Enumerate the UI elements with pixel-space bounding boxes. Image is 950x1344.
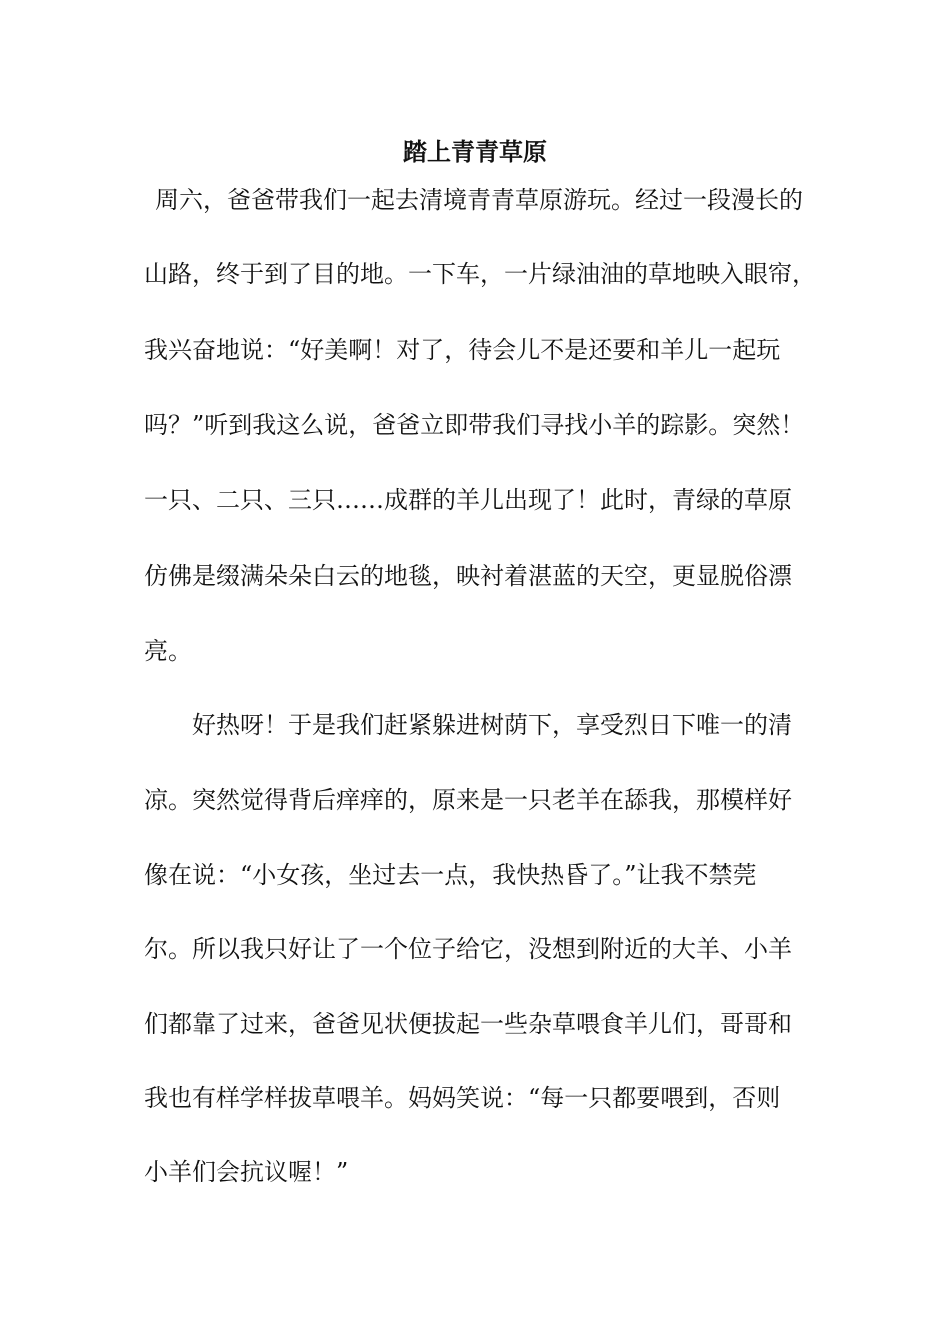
paragraph-2-line-5: 们都靠了过来，爸爸见状便拔起一些杂草喂食羊儿们，哥哥和 <box>144 1010 792 1038</box>
document-title: 踏上青青草原 <box>403 137 547 166</box>
paragraph-2-line-2: 凉。突然觉得背后痒痒的，原来是一只老羊在舔我，那模样好 <box>144 786 792 814</box>
paragraph-1-line-3: 我兴奋地说：“好美啊！对了，待会儿不是还要和羊儿一起玩 <box>144 336 781 364</box>
paragraph-2-line-1: 好热呀！于是我们赶紧躲进树荫下，享受烈日下唯一的清 <box>192 711 792 739</box>
paragraph-2-line-6: 我也有样学样拔草喂羊。妈妈笑说：“每一只都要喂到，否则 <box>144 1084 781 1112</box>
paragraph-1-line-5: 一只、二只、三只……成群的羊儿出现了！此时，青绿的草原 <box>144 486 792 514</box>
paragraph-1-line-7: 亮。 <box>144 637 192 665</box>
paragraph-1-line-4: 吗？”听到我这么说，爸爸立即带我们寻找小羊的踪影。突然！ <box>144 411 805 439</box>
paragraph-2-line-3: 像在说：“小女孩，坐过去一点，我快热昏了。”让我不禁莞 <box>144 861 757 889</box>
paragraph-2-line-4: 尔。所以我只好让了一个位子给它，没想到附近的大羊、小羊 <box>144 935 792 963</box>
paragraph-1-line-1: 周六，爸爸带我们一起去清境青青草原游玩。经过一段漫长的 <box>155 186 803 214</box>
paragraph-2-line-7: 小羊们会抗议喔！” <box>144 1158 349 1186</box>
paragraph-1-line-2: 山路，终于到了目的地。一下车，一片绿油油的草地映入眼帘， <box>144 260 816 288</box>
paragraph-1-line-6: 仿佛是缀满朵朵白云的地毯，映衬着湛蓝的天空，更显脱俗漂 <box>144 562 792 590</box>
